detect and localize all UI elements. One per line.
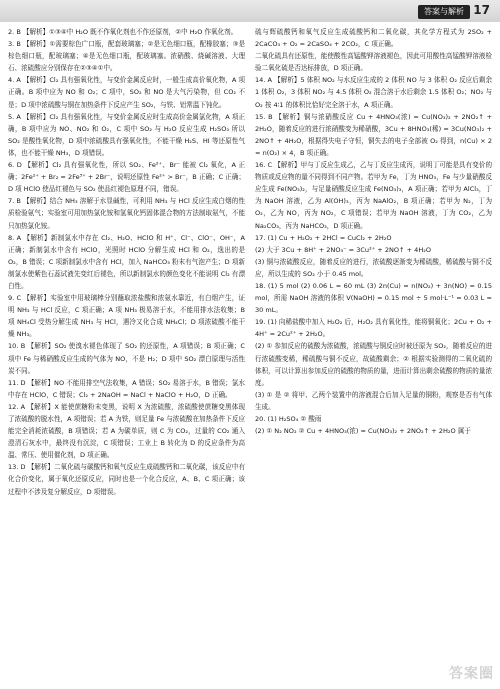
- answer-paragraph: (3) 铜与浓硫酸反应，随着反应的进行，浓硫酸逐渐变为稀硫酸，稀硫酸与铜不反应，所以生成的 SO₂ 小于 0.45 mol。: [255, 257, 492, 278]
- answer-paragraph: 9. C 【解析】实验室中用玻璃棒分别蘸取浓盐酸和浓氨水靠近，有白烟产生，证明 NH₃ 与 HCl 反应，C 项正确；A 项 NH₃ 极易溶于水，不能用排水法收集；B 项 NH₄Cl 受热分解生成 NH₃ 与 HCl，遇冷又化合成 NH₄Cl；D 项浓硫酸不能干燥 NH₃。: [8, 294, 245, 339]
- answer-paragraph: 4. A 【解析】Cl₂ 具有强氧化性，与变价金属反应时，一般生成高价氧化物，A 项正确。B 项中应为 NO 和 O₂；C 项中，SO₂ 和 NO 是大气污染物，但 CO₂ 不是；D 项中浓硫酸与铜在加热条件下反应产生 SO₂，与铁、铝常温下钝化。: [8, 76, 245, 109]
- answer-paragraph: 12. A 【解析】X 能使蔗糖粉末变黑，说明 X 为浓硫酸，浓硫酸使蔗糖变黑体现了浓硫酸的脱水性，A 项错误；若 A 为铁，则足量 Fe 与浓硫酸在加热条件下反应能完全消耗浓硫酸，B 项错误；若 A 为碳单质，则 C 为 CO₂，过量的 CO₂ 通入澄清石灰水中，最终没有沉淀，C 项错误；工业上 B 转化为 D 的反应条件为高温、常压、使用催化剂，D 项正确。: [8, 402, 245, 460]
- answer-paragraph: (2) 大于 3Cu + 8H⁺ + 2NO₃⁻ = 3Cu²⁺ + 2NO↑ + 4H₂O: [255, 245, 432, 254]
- answer-paragraph: 10. B 【解析】SO₂ 使溴水褪色体现了 SO₂ 的还原性，A 项错误；B 项正确；C 项中 Fe 与稀硝酸反应生成的气体为 NO，不是 H₂；D 项中 SO₂ 漂白原理与活性炭不同。: [8, 342, 245, 375]
- answer-paragraph: 二氧化硫具有还原性，能使酸性高锰酸钾溶液褪色，因此可用酸性高锰酸钾溶液检验二氧化硫是否达标排放，D 项正确。: [255, 52, 492, 73]
- page-number: 17: [473, 3, 490, 17]
- answer-paragraph: (2) ① 参加反应的硫酸为浓硫酸，浓硫酸与铜反应时被还原为 SO₂，随着反应的进行浓硫酸变稀，稀硫酸与铜不反应，故硫酸剩余；② 根据实验测得的二氧化硫的体积，可以计算出参加反应的硫酸的物质的量，进而计算出剩余硫酸的物质的量浓度。: [255, 342, 492, 387]
- right-column: [255, 26, 492, 686]
- answer-paragraph: (3) ① 是 ② 将甲、乙两个装置中的溶液混合后加入足量的铜粉，观察是否有气体生成。: [255, 390, 492, 411]
- answer-paragraph: 19. (1) 向稀盐酸中加入 H₂O₂ 后，H₂O₂ 具有氧化性，能将铜氧化；2Cu + O₂ + 4H⁺ = 2Cu²⁺ + 2H₂O。: [255, 318, 492, 339]
- section-badge: 答案与解析: [418, 5, 470, 19]
- answer-paragraph: 20. (1) H₂SO₄ ② 酸雨: [255, 415, 322, 423]
- answer-paragraph: 5. A 【解析】Cl₂ 具有强氧化性，与变价金属反应时生成高价金属氯化物，A 项正确，B 项中应为 NO、NO₂ 和 O₂，C 项中 SO₂ 与 H₂O 反应生成 H₂SO₃ 所以 SO₂ 是酸性氧化物，D 项中浓硫酸具有强氧化性，不能干燥 H₂S、HI 等还原性气体，也不能干燥 NH₃，D 项错误。: [8, 112, 245, 157]
- answer-paragraph: 6. D 【解析】Cl₂ 具有强氧化性，所以 SO₂、Fe²⁺、Br⁻ 能被 Cl₂ 氧化，A 正确；2Fe²⁺ + Br₂ = 2Fe³⁺ + 2Br⁻，说明还原性 Fe²⁺ > Br⁻，B 正确；C 正确；D 项 HClO 使品红褪色与 SO₂ 使品红褪色原理不同，错误。: [8, 161, 245, 194]
- answer-paragraph: 2. B 【解析】①③④中 H₂O 既不作氧化剂也不作还原剂，②中 H₂O 作氧化剂。: [8, 28, 238, 36]
- answer-paragraph: 11. D 【解析】NO 不能用排空气法收集，A 错误；SO₂ 易溶于水，B 错误；氯水中存在 HClO，C 错误；Cl₂ + 2NaOH = NaCl + NaClO + H₂O，D 正确。: [8, 378, 245, 399]
- answer-paragraph: 14. A 【解析】5 体积 NO₂ 与水反应生成的 2 体积 NO 与 3 体积 O₂ 反应后剩余 1 体积 O₂，3 体积 NO₂ 与 4.5 体积 O₂ 混合溶于水后剩余 1.5 体积 O₂；NO₂ 与 O₂ 按 4∶1 的体积比恰好完全溶于水，A 项正确。: [255, 76, 492, 109]
- answer-paragraph: 3. B 【解析】①需要棕色广口瓶，配套玻璃塞；②是无色细口瓶，配橡胶塞；③是棕色细口瓶，配玻璃塞；④是无色细口瓶，配玻璃塞。浓硝酸、烧碱溶液、大理石、浓硫酸应分别保存在②③④①中。: [8, 40, 245, 73]
- header-bar: [0, 0, 500, 22]
- left-column: [8, 26, 245, 686]
- answer-paragraph: 硫与辉硫酸钙和氧气反应生成硫酸钙和二氧化碳，其化学方程式为 2SO₂ + 2CaCO₃ + O₂ = 2CaSO₄ + 2CO₂，C 项正确。: [255, 28, 492, 49]
- answer-paragraph: 8. A 【解析】新制氯水中存在 Cl₂、H₂O、HClO 和 H⁺、Cl⁻、ClO⁻、OH⁻，A 正确；新制氯水中含有 HClO，光照时 HClO 分解生成 HCl 和 O₂，逸出的是 O₂，B 错误；C 项新制氯水中含有 HCl，加入 NaHCO₃ 粉末有气泡产生；D 项新制氯水使紫色石蕊试液先变红后褪色，所以新制氯水的颜色变化不能说明 Cl₂ 有漂白性。: [8, 233, 245, 290]
- answer-columns: [8, 26, 492, 686]
- watermark-logo: 答案圈: [449, 666, 494, 682]
- answer-paragraph: (2) ① N₂ NO₂ ② Cu + 4HNO₃(浓) = Cu(NO₃)₂ + 2NO₂↑ + 2H₂O 属于: [255, 427, 471, 436]
- answer-paragraph: 13. D 【解析】二氧化硫与碳酸钙和氧气反应生成硫酸钙和二氧化碳，该反应中有化合价变化，属于氧化还原反应，同时也是一个化合反应，A、B、C 项正确；该过程中不涉及复分解反应，D 项错误。: [8, 463, 245, 496]
- answer-paragraph: 17. (1) Cu + H₂O₂ + 2HCl = CuCl₂ + 2H₂O: [255, 233, 392, 242]
- answer-paragraph: 18. (1) 5 mol (2) 0.06 L = 60 mL (3) 2n(Cu) = n(NO₂) + 3n(NO) = 0.15 mol，所需 NaOH 溶液的体积 V(NaOH) = 0.15 mol ÷ 5 mol·L⁻¹ = 0.03 L = 30 mL。: [255, 281, 492, 315]
- answer-paragraph: 7. B 【解析】结合 NH₃ 溶解于水显碱性，可利用 NH₃ 与 HCl 反应生成白烟的性质检验氨气；实验室可用加热氯化铵和氢氧化钙固体混合物的方法制取氨气，不能只加热氯化铵。: [8, 197, 245, 230]
- answer-paragraph: 16. C 【解析】甲与丁反应生成乙，乙与丁反应生成丙，说明丁可能是具有变价的物质或反应物的量不同得到不同产物。若甲为 Fe，丁为 HNO₃，Fe 与少量硝酸反应生成 Fe(NO₃)₂，与足量硝酸反应生成 Fe(NO₃)₃，A 项正确；若甲为 AlCl₃，丁为 NaOH 溶液，乙为 Al(OH)₃，丙为 NaAlO₂，B 项正确；若甲为 N₂，丁为 O₂，乙为 NO，丙为 NO₂，C 项错误；若甲为 NaOH 溶液，丁为 CO₂，乙为 Na₂CO₃，丙为 NaHCO₃，D 项正确。: [255, 161, 492, 230]
- answer-paragraph: 15. B 【解析】铜与浓硝酸反应 Cu + 4HNO₃(浓) = Cu(NO₃)₂ + 2NO₂↑ + 2H₂O，随着反应的进行浓硝酸变为稀硝酸，3Cu + 8HNO₃(稀) = 3Cu(NO₃)₂ + 2NO↑ + 4H₂O，根据得失电子守恒，铜失去的电子全部被 O₂ 得到，n(Cu) × 2 = n(O₂) × 4，B 项正确。: [255, 112, 492, 157]
